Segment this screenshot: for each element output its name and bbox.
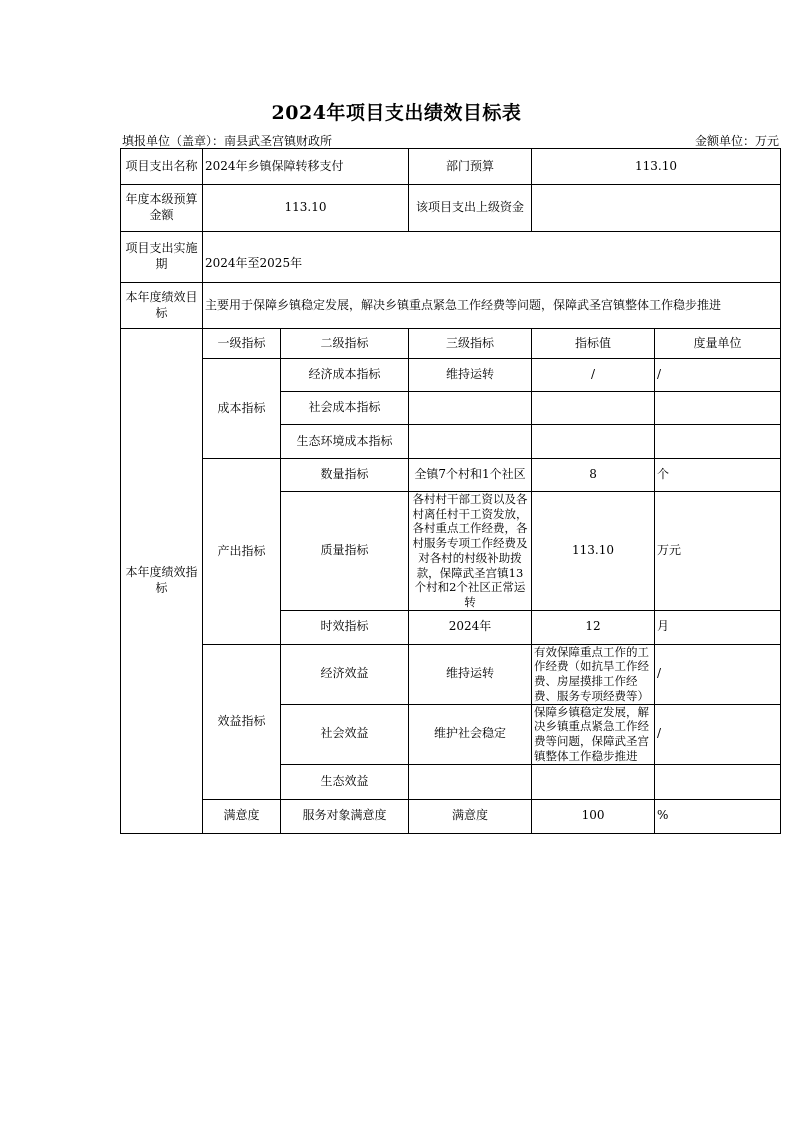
filing-unit: 填报单位（盖章）：南县武圣宫镇财政所 — [122, 134, 333, 148]
cell-value: 保障乡镇稳定发展，解决乡镇重点紧急工作经费等问题，保障武圣宫镇整体工作稳步推进 — [532, 704, 655, 764]
upper-funds-value — [532, 185, 781, 232]
row-annual-goal — [121, 283, 781, 329]
cell-level3: 各村村干部工资以及各村离任村干工资发放，各村重点工作经费，各村服务专项工作经费及对各村的村级补助拨款，保障武圣宫镇13个村和2个社区正常运转 — [409, 492, 532, 611]
satisfaction-indicator-label: 满意度 — [203, 799, 281, 833]
cell-unit: / — [655, 704, 781, 764]
annual-budget-value: 113.10 — [203, 185, 409, 232]
cell-unit: 月 — [655, 610, 781, 644]
period-label: 项目支出实施期 — [121, 232, 203, 283]
header-value: 指标值 — [532, 329, 655, 359]
project-name-label: 项目支出名称 — [121, 149, 203, 185]
upper-funds-label: 该项目支出上级资金 — [409, 185, 532, 232]
cell-level3 — [409, 425, 532, 459]
cost-indicator-label: 成本指标 — [203, 359, 281, 459]
annual-goal-label: 本年度绩效目标 — [121, 283, 203, 329]
row-annual-budget — [121, 185, 781, 232]
period-value: 2024年至2025年 — [203, 232, 781, 283]
output-indicator-label: 产出指标 — [203, 459, 281, 645]
cell-value: 113.10 — [532, 492, 655, 611]
table-row — [121, 359, 781, 392]
cell-value — [532, 392, 655, 425]
cell-value — [532, 764, 655, 799]
cell-level2: 经济成本指标 — [281, 359, 409, 392]
cell-level2: 经济效益 — [281, 644, 409, 704]
cell-value: 12 — [532, 610, 655, 644]
row-project-name — [121, 149, 781, 185]
cell-level2: 生态效益 — [281, 764, 409, 799]
project-name-value: 2024年乡镇保障转移支付 — [203, 149, 409, 185]
dept-budget-label: 部门预算 — [409, 149, 532, 185]
cell-level2: 时效指标 — [281, 610, 409, 644]
row-period — [121, 232, 781, 283]
benefit-indicator-label: 效益指标 — [203, 644, 281, 799]
cell-value — [532, 425, 655, 459]
cell-level3 — [409, 764, 532, 799]
header-level1: 一级指标 — [203, 329, 281, 359]
cell-level3: 维持运转 — [409, 644, 532, 704]
cell-level3: 维护社会稳定 — [409, 704, 532, 764]
cell-value: / — [532, 359, 655, 392]
cell-level3: 满意度 — [409, 799, 532, 833]
dept-budget-value: 113.10 — [532, 149, 781, 185]
table-row — [121, 799, 781, 833]
cell-level2: 社会成本指标 — [281, 392, 409, 425]
row-indicator-header — [121, 329, 781, 359]
cell-unit — [655, 764, 781, 799]
table-row — [121, 644, 781, 704]
cell-level3 — [409, 392, 532, 425]
cell-value: 100 — [532, 799, 655, 833]
cell-level3: 2024年 — [409, 610, 532, 644]
annual-budget-label: 年度本级预算金额 — [121, 185, 203, 232]
cell-value: 8 — [532, 459, 655, 492]
cell-unit — [655, 425, 781, 459]
header-level2: 二级指标 — [281, 329, 409, 359]
header-unit: 度量单位 — [655, 329, 781, 359]
cell-level2: 数量指标 — [281, 459, 409, 492]
cell-level2: 服务对象满意度 — [281, 799, 409, 833]
amount-unit: 金额单位：万元 — [694, 134, 779, 148]
page-title: 2024年项目支出绩效目标表 — [271, 102, 522, 124]
cell-unit: / — [655, 644, 781, 704]
cell-unit — [655, 392, 781, 425]
performance-table — [120, 148, 781, 834]
cell-value: 有效保障重点工作的工作经费（如抗旱工作经费、房屋摸排工作经费、服务专项经费等） — [532, 644, 655, 704]
cell-unit: % — [655, 799, 781, 833]
cell-unit: 个 — [655, 459, 781, 492]
cell-level3: 全镇7个村和1个社区 — [409, 459, 532, 492]
annual-goal-value: 主要用于保障乡镇稳定发展，解决乡镇重点紧急工作经费等问题，保障武圣宫镇整体工作稳步推进 — [203, 283, 781, 329]
cell-unit: / — [655, 359, 781, 392]
cell-level2: 生态环境成本指标 — [281, 425, 409, 459]
cell-level2: 质量指标 — [281, 492, 409, 611]
cell-unit: 万元 — [655, 492, 781, 611]
cell-level3: 维持运转 — [409, 359, 532, 392]
header-level3: 三级指标 — [409, 329, 532, 359]
indicators-section-label: 本年度绩效指标 — [121, 329, 203, 834]
cell-level2: 社会效益 — [281, 704, 409, 764]
table-row — [121, 459, 781, 492]
